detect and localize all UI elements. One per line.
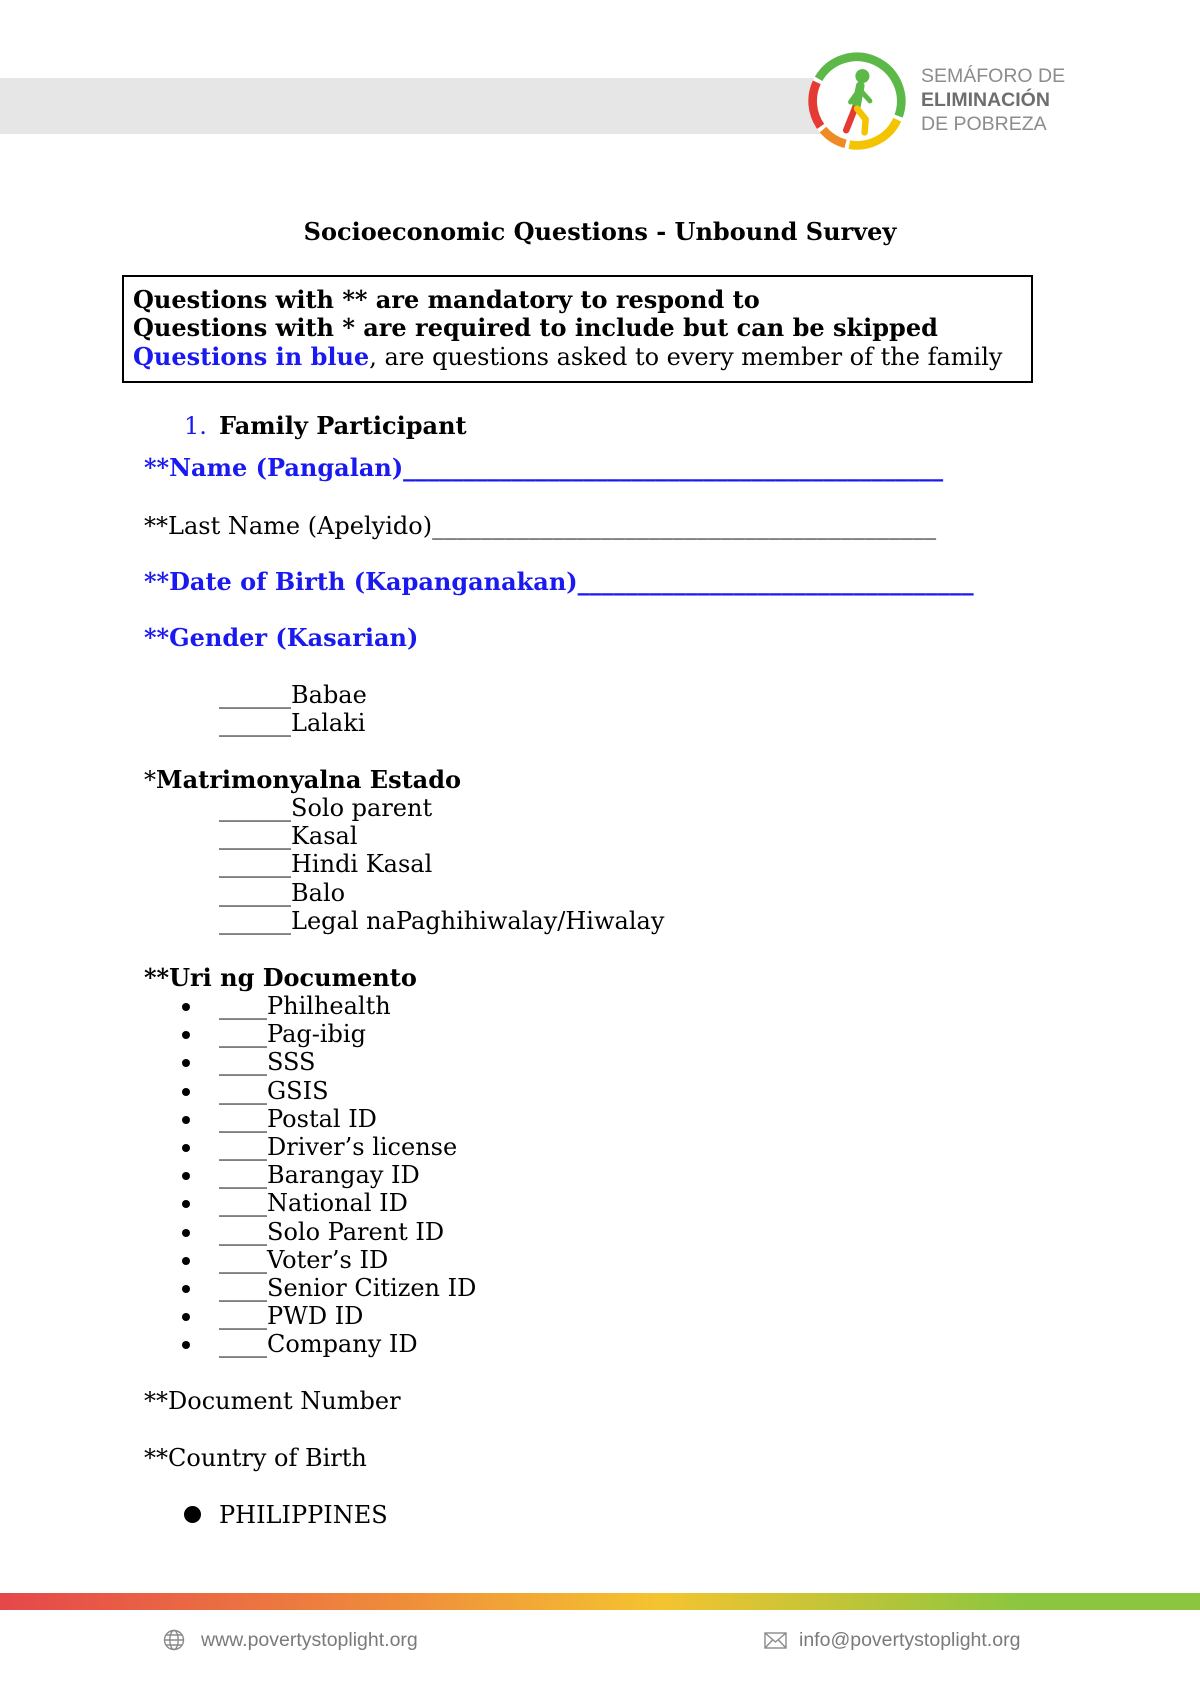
bullet [182, 1313, 190, 1321]
gender-options [0, 681, 800, 737]
civil-status-option-label: ______Balo [219, 878, 346, 907]
civil-status-option [0, 850, 800, 878]
document-type-item [0, 1189, 800, 1217]
document-type-label: ____Philhealth [219, 992, 391, 1020]
section-title: Family Participant [219, 411, 467, 440]
civil-status-label: Matrimonyalna Estado [156, 765, 462, 794]
civil-status-option [0, 794, 800, 822]
legend-blue-highlight: Questions in blue [133, 342, 370, 371]
document-type-label: ____Pag-ibig [219, 1020, 366, 1049]
semaforo-logo-icon [804, 48, 910, 154]
country-option: PHILIPPINES [219, 1501, 388, 1529]
civil-status-options [0, 794, 800, 935]
name-field: **Name (Pangalan)_____________________________________________ [144, 453, 944, 482]
footer-email-link[interactable]: info@povertystoplight.org [799, 1629, 1021, 1651]
document-type-item [0, 1246, 800, 1274]
bullet [182, 1031, 190, 1039]
document-type-item [0, 1133, 800, 1161]
document-type-item [0, 1274, 800, 1302]
document-type-label: ____SSS [219, 1048, 316, 1077]
bullet [182, 1059, 190, 1067]
document-type-item [0, 1330, 800, 1358]
document-type-item [0, 1302, 800, 1330]
gender-option-label: ______Babae [219, 681, 367, 709]
document-type-item [0, 1048, 800, 1076]
globe-icon [163, 1629, 185, 1651]
logo-text-line1: SEMÁFORO DE [921, 65, 1066, 87]
document-type-item [0, 1105, 800, 1133]
civil-status-option-label: ______Hindi Kasal [219, 850, 433, 879]
document-type-label: ____GSIS [219, 1076, 329, 1105]
gender-label: **Gender (Kasarian) [144, 623, 419, 652]
document-type-label: **Uri ng Documento [144, 963, 417, 992]
bullet [182, 1144, 190, 1152]
bullet [182, 1341, 190, 1349]
country-of-birth-label: **Country of Birth [144, 1444, 367, 1472]
civil-status-option-label: ______Solo parent [219, 794, 433, 822]
document-type-item [0, 1077, 800, 1105]
document-type-label: ____Voter’s ID [219, 1245, 389, 1274]
civil-status-option-label: ______Kasal [219, 822, 358, 851]
civil-status-option-label: ______Legal naPaghihiwalay/Hiwalay [219, 906, 665, 935]
footer-website-link[interactable]: www.povertystoplight.org [201, 1629, 418, 1651]
document-type-label: ____Senior Citizen ID [219, 1273, 477, 1302]
date-of-birth-field: **Date of Birth (Kapanganakan)_________________________________ [144, 567, 974, 596]
optional-marker: * [144, 766, 156, 794]
bullet [182, 1116, 190, 1124]
civil-status-option [0, 907, 800, 935]
bullet [182, 1257, 190, 1265]
gender-option [0, 681, 800, 709]
last-name-field: **Last Name (Apelyido)__________________________________________ [144, 512, 937, 540]
bullet [182, 1229, 190, 1237]
legend-required: Questions with * are required to include but can be skipped [133, 313, 938, 342]
legend-mandatory: Questions with ** are mandatory to respond to [133, 285, 760, 314]
bullet [182, 1088, 190, 1096]
civil-status-heading [144, 766, 461, 794]
envelope-icon [764, 1632, 787, 1649]
header-band [0, 78, 860, 134]
page-title: Socioeconomic Questions - Unbound Survey [303, 217, 897, 246]
bullet [182, 1200, 190, 1208]
gender-option-label: ______Lalaki [219, 709, 366, 738]
bullet [182, 1285, 190, 1293]
civil-status-option [0, 822, 800, 850]
brand-gradient-bar [0, 1593, 1200, 1610]
section-number: 1. [184, 412, 207, 440]
legend-blue-description: , are questions asked to every member of the family [369, 343, 1003, 371]
document-type-label: ____Solo Parent ID [219, 1217, 445, 1246]
gender-option [0, 709, 800, 737]
document-type-label: ____National ID [219, 1189, 408, 1218]
document-type-label: ____PWD ID [219, 1302, 364, 1331]
civil-status-option [0, 879, 800, 907]
bullet [182, 1003, 190, 1011]
legend-blue-questions [133, 343, 1002, 371]
document-type-item [0, 1020, 800, 1048]
radio-selected-icon [184, 1506, 201, 1523]
logo-text-line3: DE POBREZA [921, 113, 1047, 135]
document-type-item [0, 992, 800, 1020]
document-type-label: ____Company ID [219, 1330, 418, 1359]
logo-text-line2: ELIMINACIÓN [921, 89, 1050, 111]
document-type-list [0, 992, 800, 1358]
document-number-label: **Document Number [144, 1387, 401, 1415]
document-type-item [0, 1161, 800, 1189]
document-type-label: ____Barangay ID [219, 1161, 420, 1190]
document-type-item [0, 1218, 800, 1246]
bullet [182, 1172, 190, 1180]
document-type-label: ____Driver’s license [219, 1132, 458, 1161]
document-type-label: ____Postal ID [219, 1104, 377, 1133]
